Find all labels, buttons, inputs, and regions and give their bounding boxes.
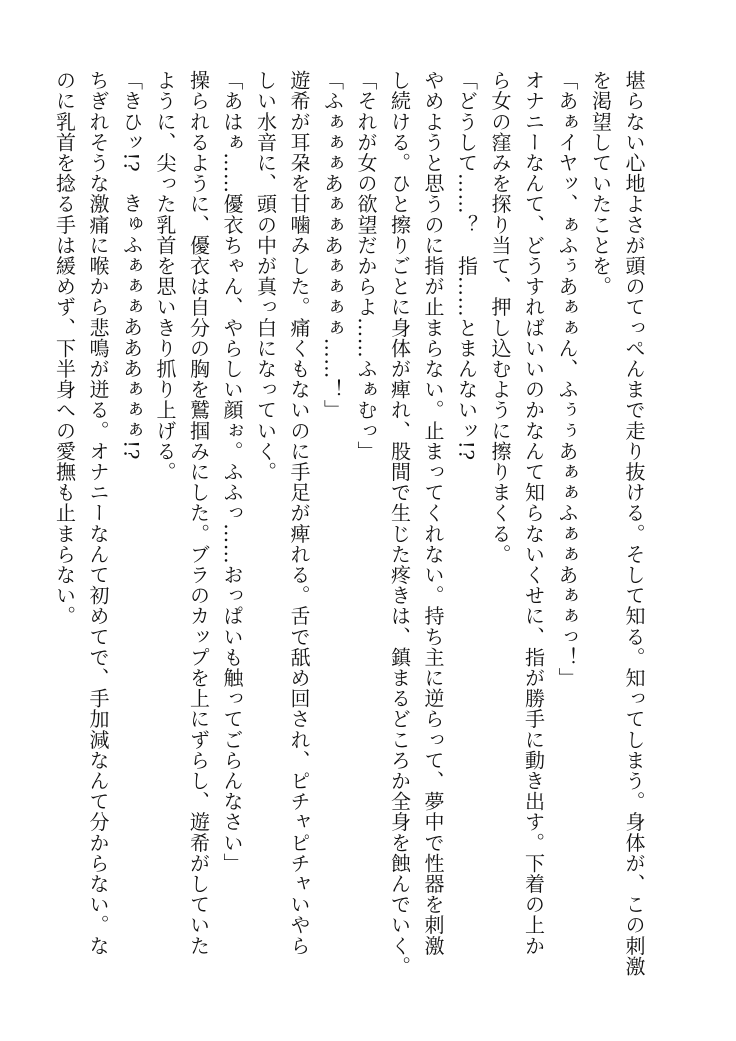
text-line: ように、尖った乳首を思いきり抓り上げる。 (153, 70, 177, 482)
text-line: やめようと思うのに指が止まらない。止まってくれない。持ち主に逆らって、夢中で性器を刺激 (421, 70, 445, 956)
text-line: 「きひッ!? きゅふぁぁぁあああぁぁぁ!? (119, 70, 144, 461)
text-line: 「それが女の欲望だからよ……ふぁむっ」 (354, 70, 378, 462)
text-line: 「あはぁ……優衣ちゃん、やらしい顔ぉ。ふふっ……おっぱいも触ってごらんなさい」 (220, 70, 244, 874)
text-line: 遊希が耳朶を甘噛みした。痛くもないのに手足が痺れる。舌で舐め回され、ピチャピチャいやら (287, 70, 311, 956)
text-line: ら女の窪みを探り当て、押し込むように擦りまくる。 (488, 70, 512, 565)
text-line: し続ける。ひと擦りごとに身体が痺れ、股間で生じた疼きは、鎮まるどころか全身を蝕んでいく。 (387, 70, 412, 977)
text-line: オナニーなんて、どうすればいいのかなんて知らないくせに、指が勝手に動き出す。下着の上か (521, 70, 546, 956)
text-line: 「ふぁぁぁあぁぁあぁぁぁぁ……！」 (320, 70, 345, 421)
text-line: 「どうして……？ 指……とまんないッ!? (454, 70, 479, 461)
text-line: 堪らない心地よさが頭のてっぺんまで走り抜ける。そして知る。知ってしまう。身体が、この刺激 (622, 70, 646, 977)
text-line: しい水音に、頭の中が真っ白になっていく。 (253, 70, 278, 482)
text-line: のに乳首を捻る手は緩めず、下半身への愛撫も止まらない。 (52, 70, 77, 627)
text-line: ちぎれそうな激痛に喉から悲鳴が迸る。オナニーなんて初めてで、手加減なんて分からない。な (86, 70, 110, 956)
vertical-text-body (47, 70, 650, 977)
text-line: 「あぁイヤッ、ぁふぅあぁぁん、ふぅぅあぁぁふぁぁあぁぁっ！」 (555, 70, 579, 688)
text-line: 操られるように、優衣は自分の胸を鷲掴みにした。ブラのカップを上にずらし、遊希がしていた (186, 70, 211, 956)
text-line: を渇望していたことを。 (588, 70, 613, 297)
